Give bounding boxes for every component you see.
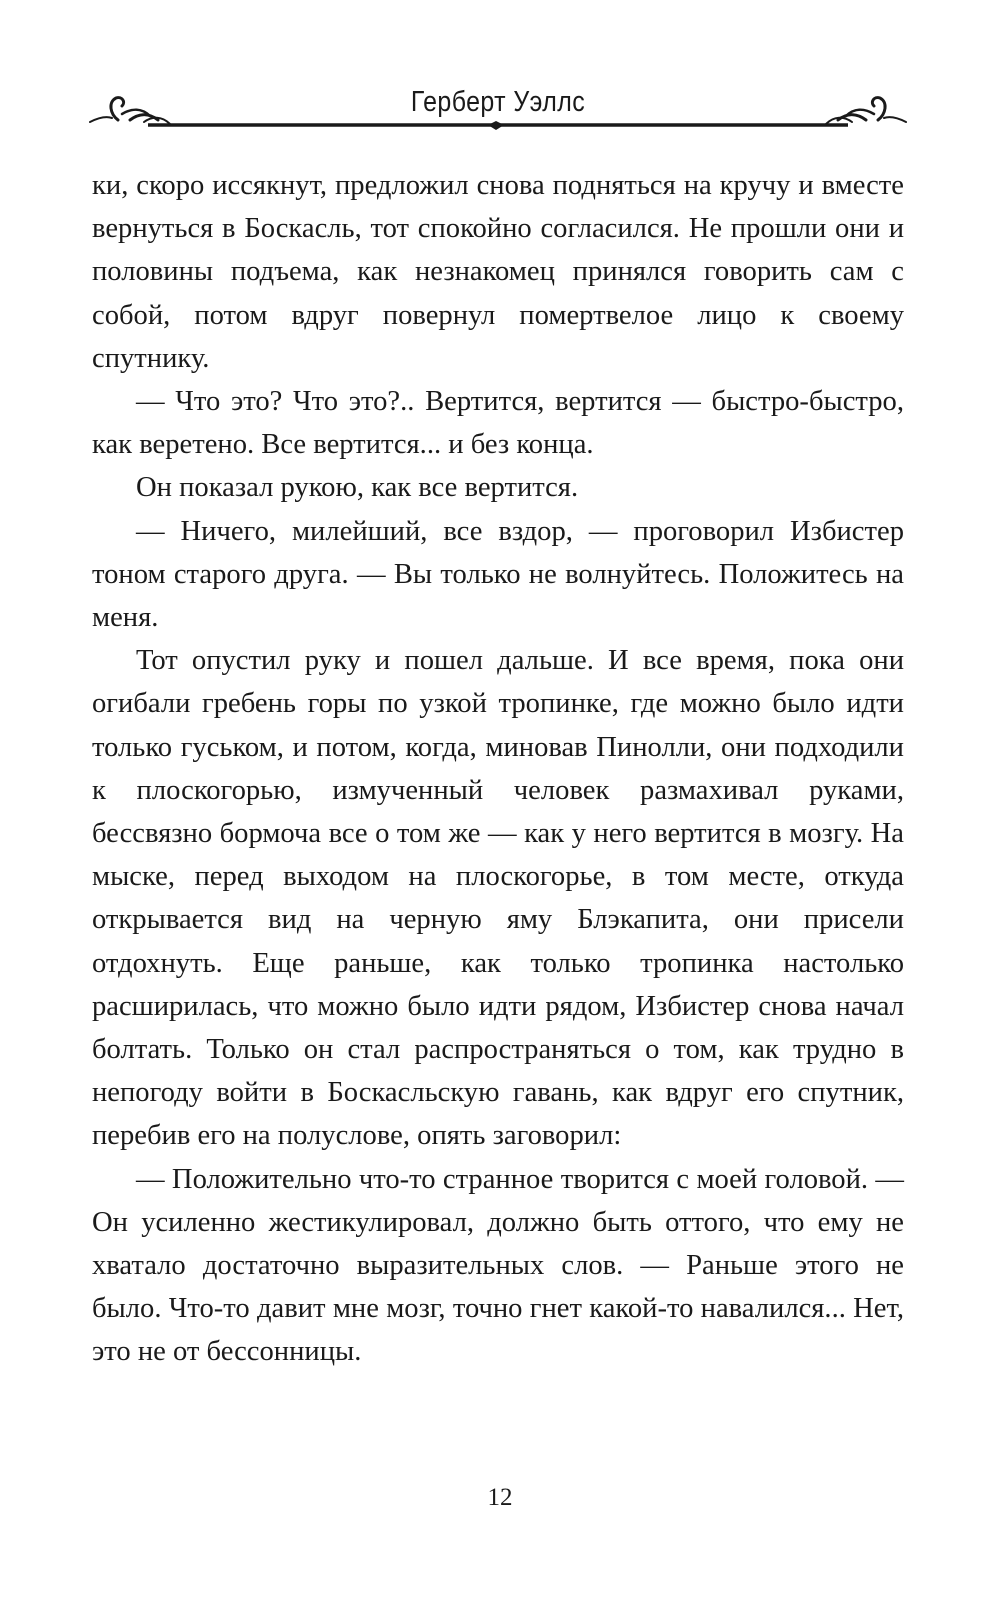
paragraph: — Положительно что-то странное творится с моей головой. — Он усиленно жестикулировал, должно быть оттого, что ему не хватало достаточно выразительных слов. — Раньше этого не было. Что-то давит мне мозг, точно гнет какой-то навалился... Нет, это не от бессонницы. [92, 1163, 904, 1368]
body-text [92, 164, 904, 1374]
running-header [88, 78, 908, 148]
header-title: Герберт Уэллс [410, 86, 586, 118]
paragraph: — Ничего, милейший, все вздор, — проговорил Избистер тоном старого друга. — Вы только не волнуйтесь. Положитесь на меня. [92, 515, 904, 634]
page-number: 12 [487, 1484, 513, 1511]
paragraph: — Что это? Что это?.. Вертится, вертится — быстро-быстро, как веретено. Все вертится... и без конца. [92, 386, 904, 461]
paragraph: ки, скоро иссякнут, предложил снова подняться на кручу и вместе вернуться в Боскасль, тот спокойно согласился. Не прошли они и половины подъема, как незнакомец принялся говорить сам с собой, потом вдруг повернул помертвелое лицо к своему спутнику. [92, 170, 904, 374]
paragraph: Тот опустил руку и пошел дальше. И все время, пока они огибали гребень горы по узкой тропинке, где можно было идти только гуськом, и потом, когда, миновав Пинолли, они подходили к плоскогорью, измученный человек размахивал руками, бессвязно бормоча все о том же — как у него вертится в мозгу. На мыске, перед выходом на плоскогорье, в том месте, откуда открывается вид на черную яму Блэкапита, они присели отдохнуть. Еще раньше, как только тропинка настолько расширилась, что можно было идти рядом, Избистер снова начал болтать. Только он стал распространяться о том, как трудно в непогоду войти в Боскасльскую гавань, как вдруг его спутник, перебив его на полуслове, опять заговорил: [92, 645, 904, 1152]
paragraph: Он показал рукою, как все вертится. [136, 472, 579, 504]
